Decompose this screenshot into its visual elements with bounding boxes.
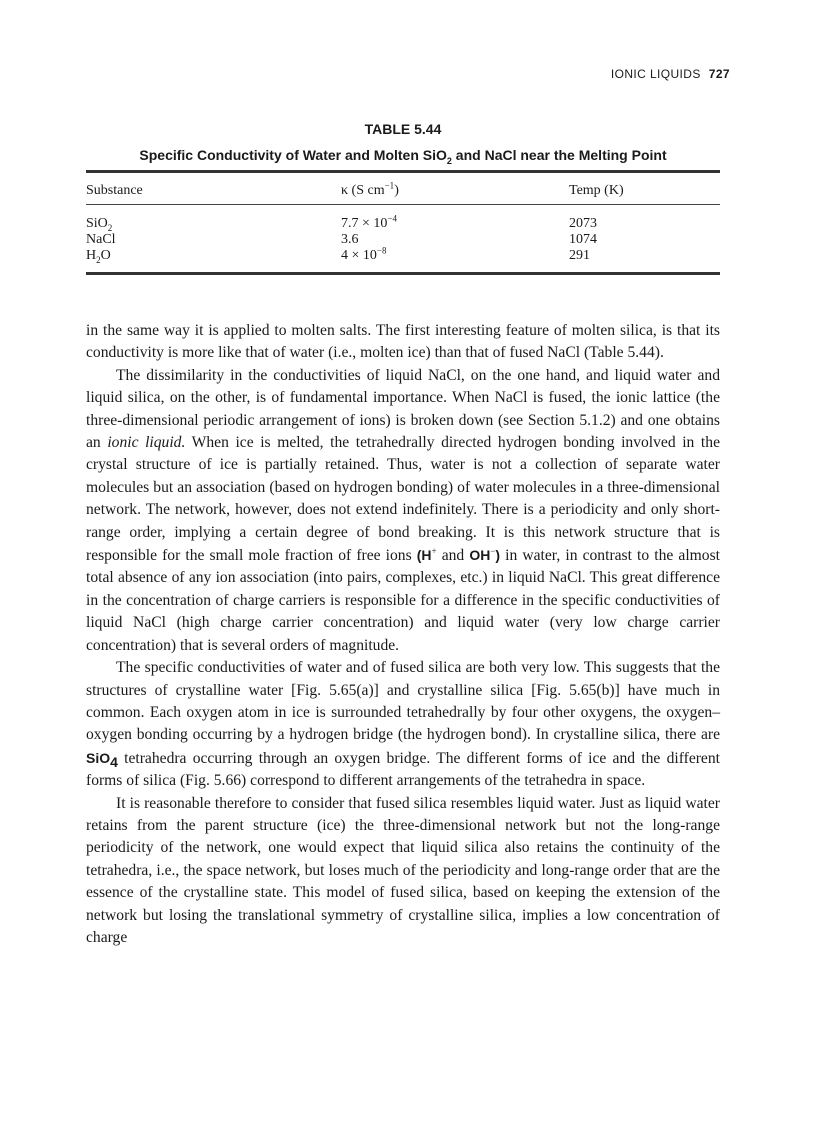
cell-substance [86,248,341,264]
running-head [611,67,730,81]
p2-and: and [436,547,470,565]
p2-hydrogen-charge: + [431,545,437,556]
p2-text-b: When ice is melted, the tetrahedrally directed hydrogen bonding involved in the crystal structure of ice is partially retained. Thus, water is not a collection of separate water molecules but an association (based on hydrogen bonding) of water molecules in a three-dimensional network. The network, however, does not extend indefinitely. There is a periodicity and only short-range order, implying a certain degree of bond breaking. It is this network structure that is responsible for the small mole fraction of free ions [86,434,720,565]
p2-emphasis: ionic liquid. [107,434,186,452]
table-row [86,232,720,248]
substance-text: NaCl [86,232,116,247]
p3-text-b: tetrahedra occurring through an oxygen bridge. The different forms of ice and the different forms of silica (Fig. 5.66) correspond to different arrangements of the tetrahedra in space. [86,749,720,790]
cell-substance [86,232,341,248]
substance-text: H [86,248,97,263]
cell-kappa [341,245,569,264]
table-header-row [86,183,720,199]
caption-part-b: and NaCl near the Melting Point [451,147,667,163]
p2-hydroxide-charge: − [490,545,496,556]
substance-suffix: O [100,248,111,263]
kappa-exponent: −8 [376,245,387,256]
caption-subscript: 2 [446,155,452,166]
p2-hydrogen-ion: (H [416,547,432,564]
p2-paren-close: ) [495,547,501,564]
paragraph-2 [86,365,720,657]
cell-temp: 2073 [569,216,597,231]
table-row [86,216,720,232]
kappa-close: ) [394,183,399,198]
p3-text-a: The specific conductivities of water and of fused silica are both very low. This suggests that the structures of crystalline water [Fig. 5.65(a)] and crystalline silica [Fig. 5.65(b)] have much in common. Each oxygen atom in ice is surrounded tetrahedrally by four other oxygens, the oxygen–oxygen bonding occurring by a hydrogen bridge (the hydrogen bond). In crystalline silica, there are [86,659,720,744]
kappa-exponent: −4 [387,213,397,224]
p3-sio4: SiO [86,749,111,766]
cell-temp: 291 [569,248,590,263]
p3-sio4-subscript: 4 [110,753,118,770]
cell-kappa [341,213,569,232]
p2-hydroxide-ion: OH [469,547,491,564]
kappa-mantissa: 4 × 10 [341,248,377,263]
p2-text-c: in water, in contrast to the almost total absence of any ion association (into pairs, complexes, etc.) in liquid NaCl. This great difference in the concentration of charge carriers is responsible for a difference in the specific conductivities of liquid NaCl (high charge carrier concentration) and liquid water (very low charge carrier concentration) that is several orders of magnitude. [86,547,720,654]
col-header-substance: Substance [86,183,143,198]
kappa-label: κ (S cm [341,183,385,198]
paragraph-1: in the same way it is applied to molten salts. The first interesting feature of molten silica, is that its conductivity is more like that of water (i.e., molten ice) than that of fused NaCl (Table 5.44). [86,322,720,362]
table-bottom-rule [86,272,720,275]
substance-subscript: 2 [96,254,101,265]
paragraph-3 [86,657,720,792]
paragraph-4: It is reasonable therefore to consider that fused silica resembles liquid water. Just as liquid water retains from the parent structure (ice) the three-dimensional network but not the long-range periodicity of the network, one would expect that liquid silica also retains the continuity of the tetrahedra, i.e., the space network, but loses much of the periodicity and long-range order that are the essence of the crystalline state. This model of fused silica, based on keeping the extension of the network but losing the translational symmetry of crystalline silica, implies a low concentration of charge [86,794,720,946]
running-title: IONIC LIQUIDS [610,67,701,81]
page-number: 727 [708,67,730,81]
kappa-unit-exponent: −1 [384,180,395,191]
kappa-mantissa: 7.7 × 10 [341,216,388,231]
table-mid-rule [86,204,720,205]
p2-text-a: The dissimilarity in the conductivities of liquid NaCl, on the one hand, and liquid water and liquid silica, on the other, is of fundamental importance. When NaCl is fused, the ionic lattice (the three-dimensional periodic arrangement of ions) is broken down (see Section 5.1.2) and one obtains an [86,366,720,452]
substance-text: SiO [86,216,108,231]
col-header-temp: Temp (K) [569,183,624,198]
col-header-kappa [341,180,569,199]
cell-substance [86,216,341,232]
table-row [86,248,720,264]
cell-temp: 1074 [569,232,597,247]
body-text [86,320,720,949]
table-top-rule [86,170,720,173]
caption-part-a: Specific Conductivity of Water and Molten SiO [139,147,447,163]
table-header [86,180,720,199]
table-body [86,213,720,265]
table-5-44 [86,121,720,275]
kappa-mantissa: 3.6 [341,232,359,247]
cell-kappa [341,232,569,248]
table-label: TABLE 5.44 [364,121,442,137]
substance-subscript: 2 [107,222,113,233]
table-caption [86,146,720,164]
